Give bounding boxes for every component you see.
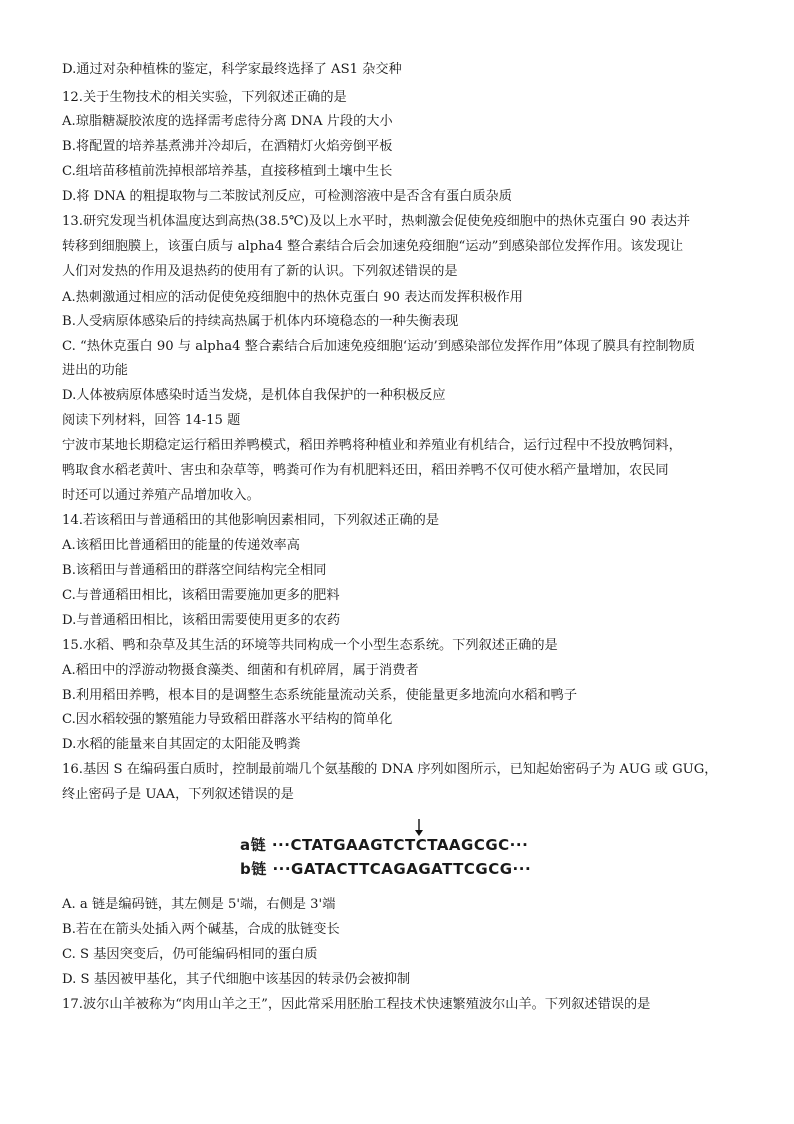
option-line: B.该稻田与普通稻田的群落空间结构完全相同 xyxy=(62,563,327,578)
question-16: 16.基因 S 在编码蛋白质时，控制最前端几个氨基酸的 DNA 序列如图所示，已知起始密码子为 AUG 或 GUG， xyxy=(62,762,718,777)
option-line: B.人受病原体感染后的持续高热属于机体内环境稳态的一种失衡表现 xyxy=(62,314,459,329)
option-line: B.将配置的培养基煮沸并冷却后，在酒精灯火焰旁倒平板 xyxy=(62,139,393,154)
option-line: C. “热休克蛋白 90 与 alpha4 整合素结合后加速免疫细胞‘运动’到感染部位发挥作用”体现了膜具有控制物质 xyxy=(62,339,695,354)
option-line: A.稻田中的浮游动物摄食藻类、细菌和有机碎屑，属于消费者 xyxy=(62,663,419,678)
dna-b-strand: b链 ···GATACTTCAGAGATTCGCG··· xyxy=(240,860,532,878)
text-line: D.通过对杂种植株的鉴定，科学家最终选择了 AS1 杂交种 xyxy=(62,62,402,77)
option-line: B.利用稻田养鸭，根本目的是调整生态系统能量流动关系，使能量更多地流向水稻和鸭子 xyxy=(62,688,578,703)
material-line: 时还可以通过养殖产品增加收入。 xyxy=(62,488,260,503)
question-14: 14.若该稻田与普通稻田的其他影响因素相同，下列叙述正确的是 xyxy=(62,513,440,528)
option-line: C.因水稻较强的繁殖能力导致稻田群落水平结构的简单化 xyxy=(62,712,393,727)
option-line: D. S 基因被甲基化，其子代细胞中该基因的转录仍会被抑制 xyxy=(62,972,411,987)
text-line: 终止密码子是 UAA，下列叙述错误的是 xyxy=(62,787,294,802)
text-line: 转移到细胞膜上，该蛋白质与 alpha4 整合素结合后会加速免疫细胞“运动”到感染部位发挥作用。该发现让 xyxy=(62,239,684,254)
question-13: 13.研究发现当机体温度达到高热(38.5℃)及以上水平时，热刺激会促使免疫细胞中的热休克蛋白 90 表达并 xyxy=(62,214,691,229)
option-line: C. S 基因突变后，仍可能编码相同的蛋白质 xyxy=(62,947,318,962)
option-line: A.琼脂糖凝胶浓度的选择需考虑待分离 DNA 片段的大小 xyxy=(62,114,393,129)
question-15: 15.水稻、鸭和杂草及其生活的环境等共同构成一个小型生态系统。下列叙述正确的是 xyxy=(62,638,558,653)
option-line: C.与普通稻田相比，该稻田需要施加更多的肥料 xyxy=(62,588,340,603)
dna-a-strand: a链 ···CTATGAAGTCTCTAAGCGC··· xyxy=(240,836,529,854)
question-12: 12.关于生物技术的相关实验，下列叙述正确的是 xyxy=(62,90,347,105)
option-line: D.将 DNA 的粗提取物与二苯胺试剂反应，可检测溶液中是否含有蛋白质杂质 xyxy=(62,189,512,204)
question-17: 17.波尔山羊被称为“肉用山羊之王”，因此常采用胚胎工程技术快速繁殖波尔山羊。下列叙述错误的是 xyxy=(62,997,651,1012)
option-line: C.组培苗移植前洗掉根部培养基，直接移植到土壤中生长 xyxy=(62,164,393,179)
text-line: 进出的功能 xyxy=(62,363,128,378)
option-line: D.与普通稻田相比，该稻田需要使用更多的农药 xyxy=(62,613,341,628)
option-line: A.热刺激通过相应的活动促使免疫细胞中的热休克蛋白 90 表达而发挥积极作用 xyxy=(62,290,523,305)
option-line: A. a 链是编码链，其左侧是 5'端，右侧是 3'端 xyxy=(62,897,336,912)
material-line: 宁波市某地长期稳定运行稻田养鸭模式，稻田养鸭将种植业和养殖业有机结合，运行过程中不投放鸭饲料， xyxy=(62,438,682,453)
text-line: 人们对发热的作用及退热药的使用有了新的认识。下列叙述错误的是 xyxy=(62,264,458,279)
option-line: D.水稻的能量来自其固定的太阳能及鸭粪 xyxy=(62,737,301,752)
option-line: D.人体被病原体感染时适当发烧，是机体自我保护的一种积极反应 xyxy=(62,388,446,403)
material-line: 鸭取食水稻老黄叶、害虫和杂草等，鸭粪可作为有机肥料还田，稻田养鸭不仅可使水稻产量增加，农民同 xyxy=(62,463,669,478)
option-line: B.若在在箭头处插入两个碱基，合成的肽链变长 xyxy=(62,922,340,937)
option-line: A.该稻田比普通稻田的能量的传递效率高 xyxy=(62,538,300,553)
reading-header: 阅读下列材料，回答 14-15 题 xyxy=(62,413,241,428)
